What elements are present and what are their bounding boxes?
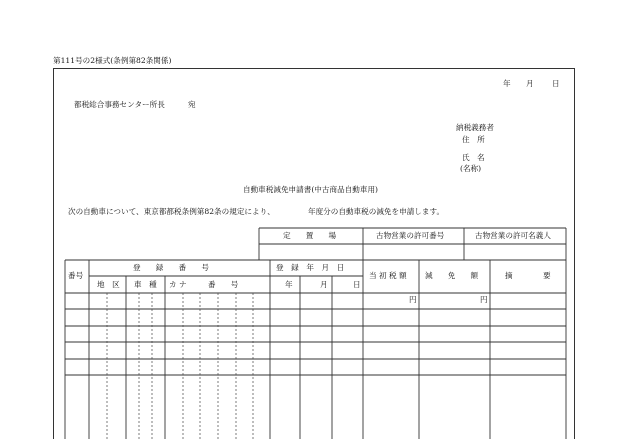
permit-holder-header: 古物営業の許可名義人 bbox=[475, 231, 551, 240]
addressee-honorific: 宛 bbox=[188, 100, 196, 109]
initial-tax-yen-unit: 円 bbox=[409, 295, 417, 304]
permit-number-header: 古物営業の許可番号 bbox=[376, 231, 445, 240]
corporate-name-label: (名称) bbox=[460, 164, 482, 173]
body-text-part2: 年度分の自動車税の減免を申請します。 bbox=[308, 207, 445, 216]
initial-tax-header: 当 初 税 額 bbox=[369, 271, 407, 280]
address-label: 住 所 bbox=[462, 135, 485, 144]
date-day: 日 bbox=[552, 79, 560, 88]
exemption-yen-unit: 円 bbox=[480, 295, 488, 304]
addressee-name: 都税総合事務センター所長 bbox=[74, 100, 165, 109]
location-header: 定 置 場 bbox=[283, 231, 337, 240]
date-month: 月 bbox=[526, 79, 534, 88]
number-header: 番号 bbox=[68, 271, 84, 280]
exemption-amount-header: 減 免 額 bbox=[425, 271, 479, 280]
date-year: 年 bbox=[503, 79, 511, 88]
remarks-header: 摘 要 bbox=[505, 271, 551, 280]
serial-header: 番 号 bbox=[208, 280, 239, 289]
registration-number-header: 登 録 番 号 bbox=[133, 263, 209, 272]
registration-date-header: 登 録 年 月 日 bbox=[276, 263, 345, 272]
month-header: 月 bbox=[320, 280, 328, 289]
day-header: 日 bbox=[353, 280, 361, 289]
form-number: 第111号の2様式(条例第82条関係) bbox=[53, 56, 172, 65]
taxpayer-label: 納税義務者 bbox=[456, 123, 494, 132]
kana-header: カ ナ bbox=[169, 280, 187, 289]
district-header: 地 区 bbox=[97, 280, 120, 289]
body-text-part1: 次の自動車について、東京都都税条例第82条の規定により、 bbox=[68, 207, 275, 216]
name-label: 氏 名 bbox=[462, 153, 485, 162]
vehicle-type-header: 車 種 bbox=[134, 280, 157, 289]
year-header: 年 bbox=[285, 280, 293, 289]
form-title: 自動車税減免申請書(中古商品自動車用) bbox=[243, 185, 379, 194]
